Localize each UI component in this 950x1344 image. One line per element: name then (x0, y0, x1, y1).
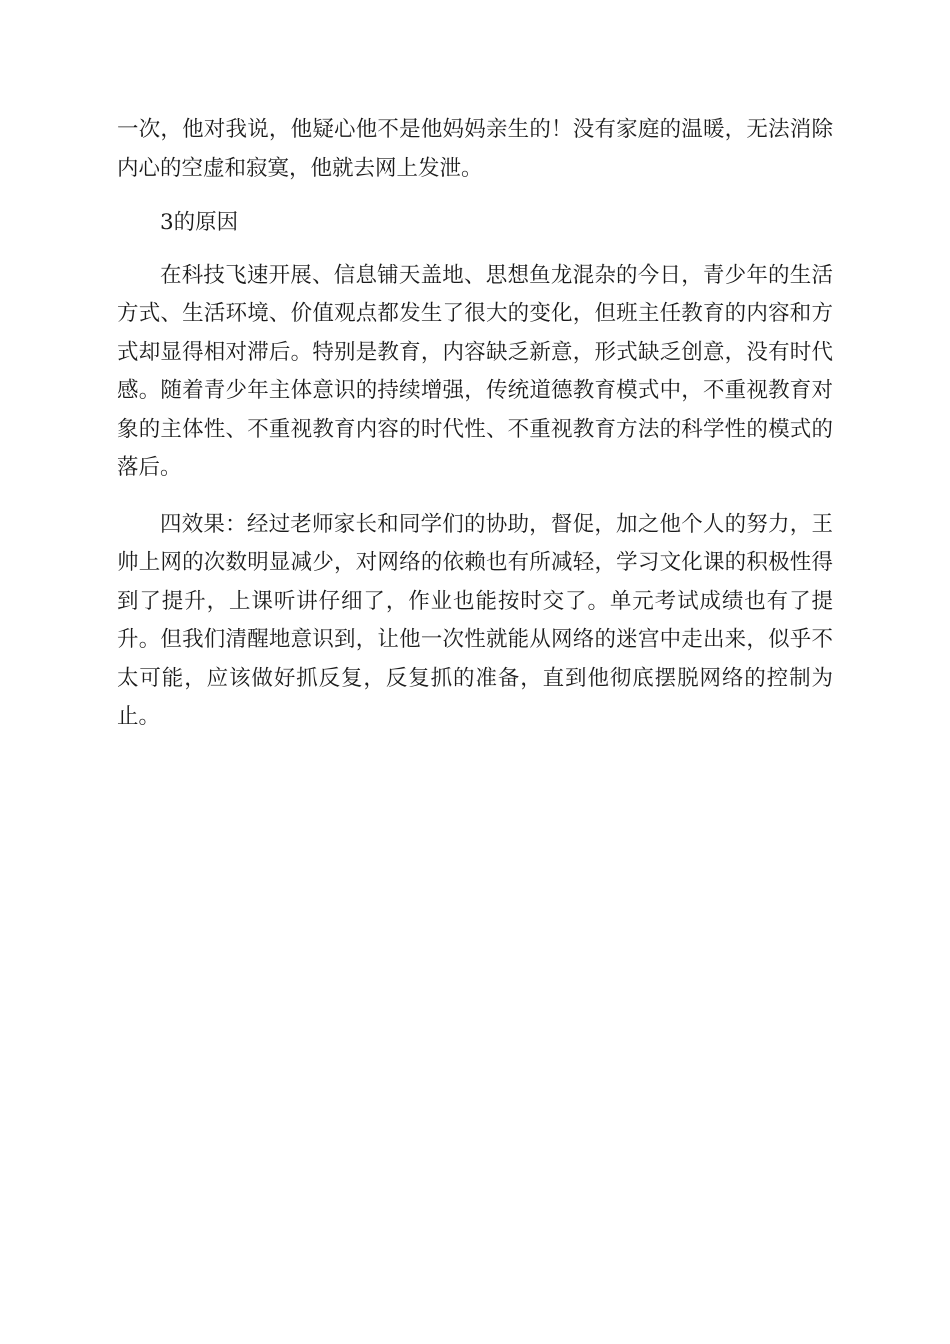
document-body (117, 111, 833, 737)
paragraph-effects: 四效果：经过老师家长和同学们的协助，督促，加之他个人的努力，王帅上网的次数明显减少，对网络的依赖也有所减轻，学习文化课的积极性得到了提升，上课听讲仔细了，作业也能按时交了。单元考试成绩也有了提升。但我们清醒地意识到，让他一次性就能从网络的迷宫中走出来，似乎不太可能，应该做好抓反复，反复抓的准备，直到他彻底摆脱网络的控制为止。 (117, 511, 833, 729)
paragraph-reasons: 在科技飞速开展、信息铺天盖地、思想鱼龙混杂的今日，青少年的生活方式、生活环境、价值观点都发生了很大的变化，但班主任教育的内容和方式却显得相对滞后。特别是教育，内容缺乏新意，形式缺乏创意，没有时代感。随着青少年主体意识的持续增强，传统道德教育模式中，不重视教育对象的主体性、不重视教育内容的时代性、不重视教育方法的科学性的模式的落后。 (117, 262, 833, 480)
section-heading-reasons: 3的原因 (160, 210, 239, 235)
paragraph-continuation: 一次，他对我说，他疑心他不是他妈妈亲生的！没有家庭的温暖，无法消除内心的空虚和寂寞，他就去网上发泄。 (117, 117, 833, 181)
